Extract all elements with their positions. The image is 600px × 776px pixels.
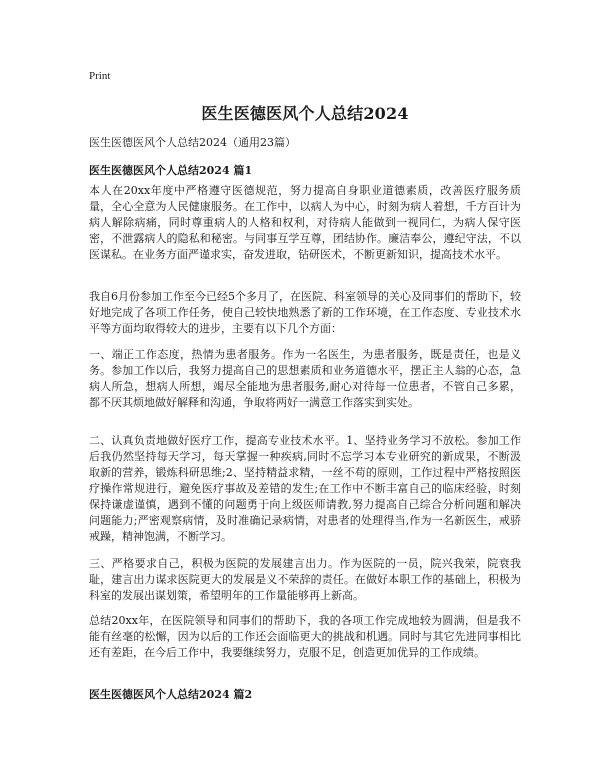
paragraph-3: 一、端正工作态度，热情为患者服务。作为一名医生，为患者服务，既是责任，也是义务。参加工作以后，我努力提高自己的思想素质和业务道德水平，摆正主人翁的心态，急病人所急，想病人所想，竭尽全能地为患者服务,耐心对待每一位患者，不管自己多累，都不厌其烦地做好解释和沟通，争取将两好一满意工作落实到实处。 xyxy=(89,348,521,409)
document-subtitle: 医生医德医风个人总结2024（通用23篇） xyxy=(89,136,296,149)
section-heading-2: 医生医德医风个人总结2024 篇2 xyxy=(89,688,253,701)
paragraph-4: 二、认真负责地做好医疗工作，提高专业技术水平。1、坚持业务学习不放松。参加工作后我仍然坚持每天学习，每天掌握一种疾病,同时不忘学习本专业研究的新成果，不断汲取新的营养，锻炼科研思维;2、坚持精益求精，一丝不苟的原则，工作过程中严格按照医疗操作常规进行，避免医疗事故及差错的发生;在工作中不断丰富自己的临床经验，时刻保持谦虚谨慎，遇到不懂的问题勇于向上级医师请教,努力提高自己综合分析问题和解决问题能力;严密观察病情，及时准确记录病情，对患者的处理得当,作为一名新医生，戒骄戒躁，精神饱满，不断学习。 xyxy=(89,434,521,543)
paragraph-5: 三、严格要求自己，积极为医院的发展建言出力。作为医院的一员，院兴我荣，院衰我耻，建言出力谋求医院更大的发展是义不荣辞的责任。在做好本职工作的基础上，积极为科室的发展出谋划策，希望明年的工作量能够再上新高。 xyxy=(89,557,521,602)
print-link[interactable]: Print xyxy=(89,70,111,82)
paragraph-2: 我自6月份参加工作至今已经5个多月了，在医院、科室领导的关心及同事们的帮助下，较好地完成了各项工作任务，使自己较快地熟悉了新的工作环境，在工作态度、专业技术水平等方面均取得较大的进步，主要有以下几个方面： xyxy=(89,290,521,335)
paragraph-1: 本人在20xx年度中严格遵守医德规范，努力提高自身职业道德素质，改善医疗服务质量，全心全意为人民健康服务。在工作中，以病人为中心，时刻为病人着想，千方百计为病人解除病痛，同时尊重病人的人格和权利，对待病人能做到一视同仁，为病人保守医密，不泄露病人的隐私和秘密。与同事互学互尊，团结协作。廉洁奉公，遵纪守法，不以医谋私。在业务方面严谨求实，奋发进取，钻研医术，不断更新知识，提高技术水平。 xyxy=(89,184,521,261)
page-title: 医生医德医风个人总结2024 xyxy=(201,104,409,123)
paragraph-6: 总结20xx年，在医院领导和同事们的帮助下，我的各项工作完成地较为圆满，但是我不能有丝毫的松懈，因为以后的工作还会面临更大的挑战和机遇。同时与其它先进同事相比还有差距，在今后工作中，我要继续努力，克服不足，创造更加优异的工作成绩。 xyxy=(89,614,521,659)
section-heading-1: 医生医德医风个人总结2024 篇1 xyxy=(89,164,253,177)
